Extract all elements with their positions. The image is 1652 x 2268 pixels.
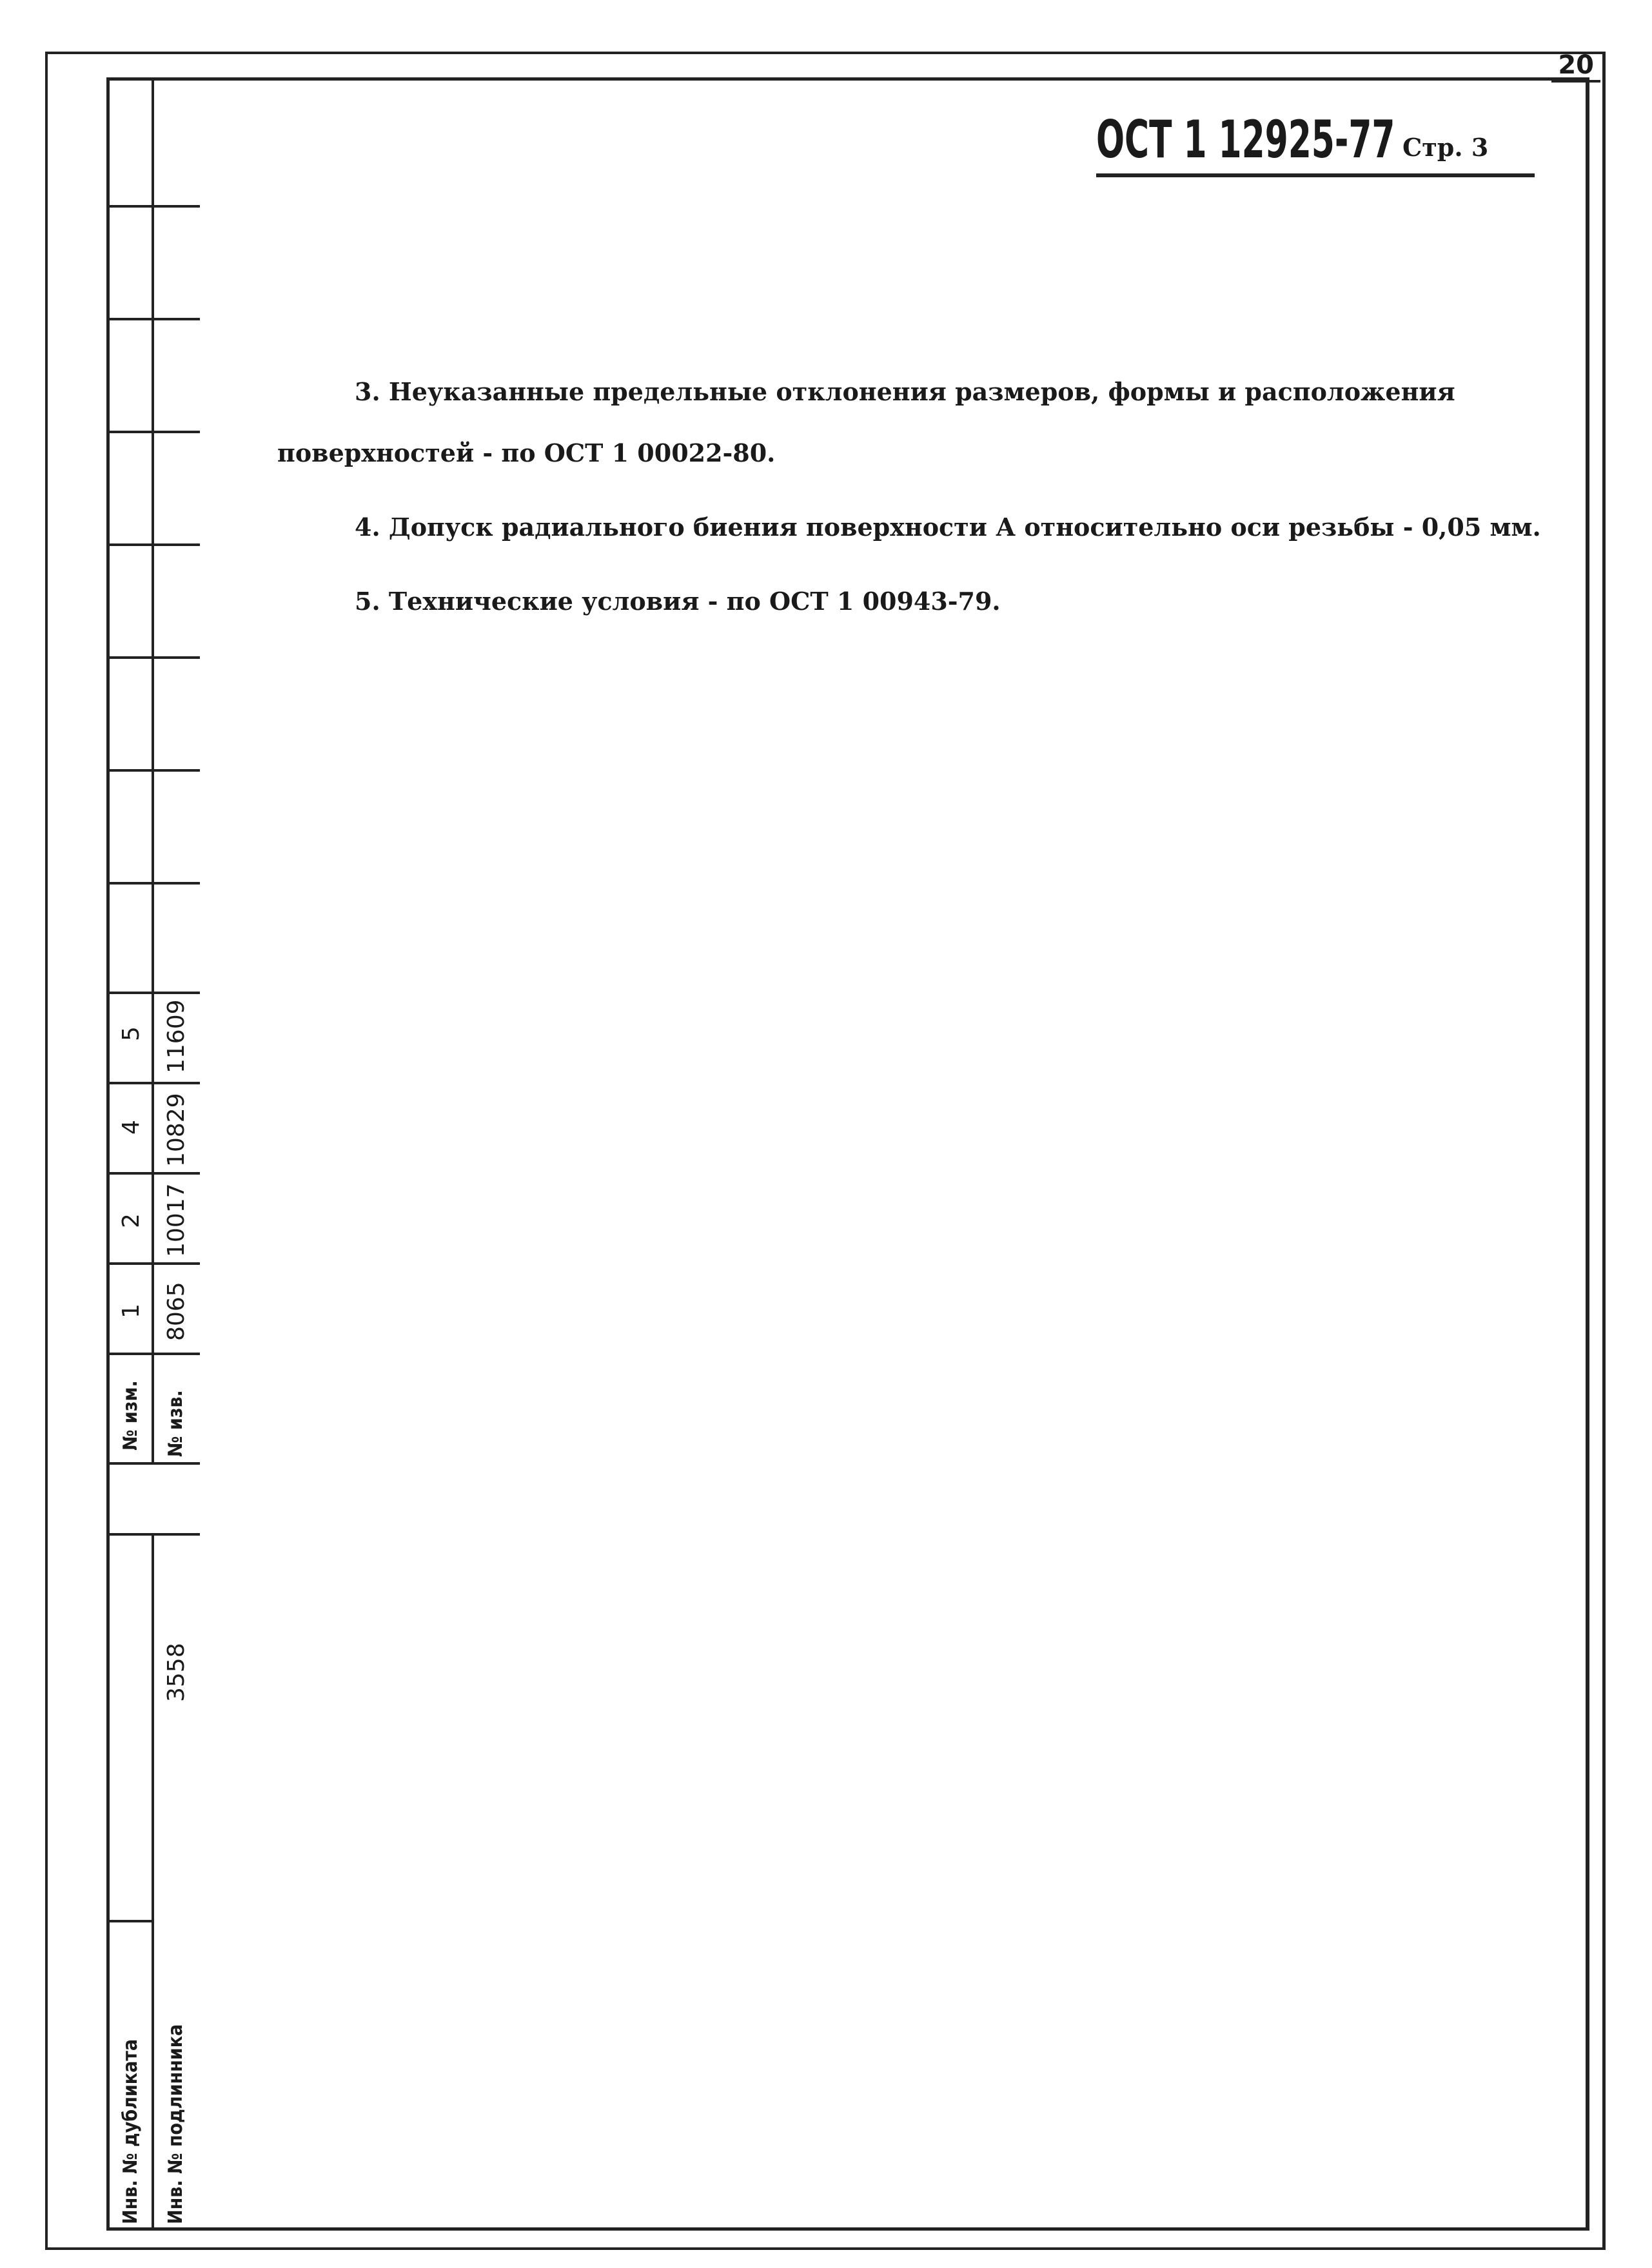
change-number-2: 2 [118, 1213, 144, 1228]
paragraph-4: 4. Допуск радиального биения поверхности А относительно оси резьбы - 0,05 мм. [355, 513, 1541, 542]
notice-number-10829: 10829 [163, 1093, 190, 1167]
revision-sidebar [106, 77, 200, 2231]
notice-number-11609: 11609 [163, 999, 190, 1073]
change-number-4: 4 [118, 1120, 144, 1135]
standard-code: ОСТ 1 12925-77 [1096, 110, 1395, 170]
paragraph-3: 3. Неуказанные предельные отклонения размеров, формы и расположения поверхностей - по ОСТ 1 00022-80. [277, 377, 1455, 467]
duplicate-inventory-label: Инв. № дубликата [119, 2038, 142, 2224]
page-number: 20 [1551, 50, 1600, 83]
frame-top-line [106, 77, 1589, 81]
document-header [1096, 110, 1535, 177]
original-inventory-number: 3558 [163, 1643, 190, 1702]
notice-number-10017: 10017 [163, 1183, 190, 1257]
page-label: Стр. 3 [1402, 133, 1489, 162]
change-number-1: 1 [118, 1304, 144, 1318]
document-body [277, 361, 1541, 632]
original-inventory-label: Инв. № подлинника [164, 2024, 187, 2224]
paragraph-5: 5. Технические условия - по ОСТ 1 00943-79. [355, 587, 1001, 616]
notice-number-label: № изв. [164, 1390, 187, 1457]
change-number-label: № изм. [119, 1380, 142, 1451]
change-number-5: 5 [118, 1026, 144, 1041]
notice-number-8065: 8065 [163, 1282, 190, 1341]
